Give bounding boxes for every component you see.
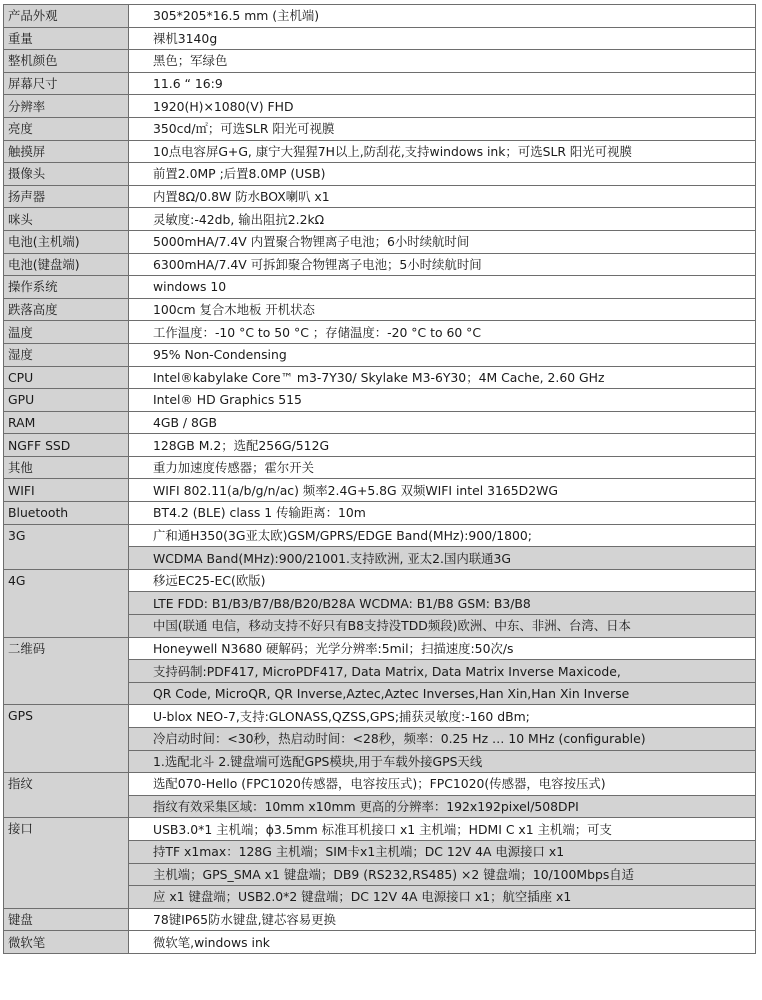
spec-value: QR Code, MicroQR, QR Inverse,Aztec,Aztec Inverses,Han Xin,Han Xin Inverse: [129, 682, 756, 705]
spec-row: [4, 456, 756, 479]
spec-value: 95% Non-Condensing: [129, 343, 756, 366]
spec-label: NGFF SSD: [4, 434, 129, 457]
spec-row: [4, 479, 756, 502]
spec-row: [4, 389, 756, 412]
spec-value: 工作温度：-10 °C to 50 °C ；存储温度：-20 °C to 60 °C: [129, 321, 756, 344]
spec-value: 应 x1 键盘端；USB2.0*2 键盘端；DC 12V 4A 电源接口 x1；航空插座 x1: [129, 886, 756, 909]
spec-row: [4, 208, 756, 231]
spec-row: [4, 818, 756, 841]
spec-value: 主机端；GPS_SMA x1 键盘端；DB9 (RS232,RS485) ×2 键盘端；10/100Mbps自适: [129, 863, 756, 886]
spec-label: GPS: [4, 705, 129, 773]
spec-row: [4, 434, 756, 457]
spec-label: 屏幕尺寸: [4, 72, 129, 95]
spec-label: 二维码: [4, 637, 129, 705]
spec-value: 11.6 “ 16:9: [129, 72, 756, 95]
spec-row: [4, 276, 756, 299]
spec-value: 内置8Ω/0.8W 防水BOX喇叭 x1: [129, 185, 756, 208]
spec-row: [4, 502, 756, 525]
spec-row: [4, 298, 756, 321]
spec-label: 产品外观: [4, 5, 129, 28]
spec-row: [4, 569, 756, 592]
spec-value: 4GB / 8GB: [129, 411, 756, 434]
spec-row: [4, 343, 756, 366]
spec-value: U-blox NEO-7,支持:GLONASS,QZSS,GPS;捕获灵敏度:-160 dBm;: [129, 705, 756, 728]
spec-value: 冷启动时间：<30秒，热启动时间：<28秒，频率：0.25 Hz … 10 MHz (configurable): [129, 728, 756, 751]
spec-label: 分辨率: [4, 95, 129, 118]
spec-value: 移远EC25-EC(欧版): [129, 569, 756, 592]
spec-value: 指纹有效采集区域：10mm x10mm 更高的分辨率：192x192pixel/508DPI: [129, 795, 756, 818]
spec-row: [4, 773, 756, 796]
spec-label: 摄像头: [4, 163, 129, 186]
spec-value: Intel® HD Graphics 515: [129, 389, 756, 412]
spec-row: [4, 95, 756, 118]
spec-value: BT4.2 (BLE) class 1 传输距离：10m: [129, 502, 756, 525]
spec-table-body: [4, 5, 756, 954]
spec-label: 微软笔: [4, 931, 129, 954]
spec-label: RAM: [4, 411, 129, 434]
spec-label: 指纹: [4, 773, 129, 818]
spec-value: 1.选配北斗 2.键盘端可选配GPS模块,用于车载外接GPS天线: [129, 750, 756, 773]
spec-label: 重量: [4, 27, 129, 50]
spec-label: GPU: [4, 389, 129, 412]
spec-value: 350cd/㎡；可选SLR 阳光可视膜: [129, 117, 756, 140]
spec-row: [4, 5, 756, 28]
spec-row: [4, 366, 756, 389]
spec-value: USB3.0*1 主机端；ϕ3.5mm 标准耳机接口 x1 主机端；HDMI C x1 主机端；可支: [129, 818, 756, 841]
spec-row: [4, 253, 756, 276]
spec-value: 黑色；军绿色: [129, 50, 756, 73]
spec-label: 电池(键盘端): [4, 253, 129, 276]
spec-label: 电池(主机端): [4, 230, 129, 253]
spec-value: 广和通H350(3G亚太欧)GSM/GPRS/EDGE Band(MHz):900/1800;: [129, 524, 756, 547]
spec-value: Honeywell N3680 硬解码；光学分辨率:5mil；扫描速度:50次/s: [129, 637, 756, 660]
spec-label: 触摸屏: [4, 140, 129, 163]
spec-row: [4, 50, 756, 73]
spec-row: [4, 908, 756, 931]
spec-value: 305*205*16.5 mm (主机端): [129, 5, 756, 28]
spec-value: 10点电容屏G+G, 康宁大猩猩7H以上,防刮花,支持windows ink；可选SLR 阳光可视膜: [129, 140, 756, 163]
spec-row: [4, 27, 756, 50]
spec-row: [4, 321, 756, 344]
spec-row: [4, 524, 756, 547]
spec-label: 整机颜色: [4, 50, 129, 73]
spec-label: WIFI: [4, 479, 129, 502]
spec-value: 支持码制:PDF417, MicroPDF417, Data Matrix, Data Matrix Inverse Maxicode,: [129, 660, 756, 683]
spec-row: [4, 931, 756, 954]
spec-label: 接口: [4, 818, 129, 908]
spec-label: 4G: [4, 569, 129, 637]
spec-label: 其他: [4, 456, 129, 479]
spec-value: windows 10: [129, 276, 756, 299]
spec-label: 3G: [4, 524, 129, 569]
spec-row: [4, 72, 756, 95]
spec-row: [4, 163, 756, 186]
spec-value: 裸机3140g: [129, 27, 756, 50]
spec-value: 中国(联通 电信，移动支持不好只有B8支持没TDD频段)欧洲、中东、非洲、台湾、日本: [129, 615, 756, 638]
spec-label: 湿度: [4, 343, 129, 366]
spec-value: WCDMA Band(MHz):900/21001.支持欧洲, 亚太2.国内联通3G: [129, 547, 756, 570]
spec-value: 前置2.0MP ;后置8.0MP (USB): [129, 163, 756, 186]
spec-label: Bluetooth: [4, 502, 129, 525]
spec-value: 5000mHA/7.4V 内置聚合物锂离子电池；6小时续航时间: [129, 230, 756, 253]
spec-row: [4, 411, 756, 434]
spec-row: [4, 705, 756, 728]
spec-label: 操作系统: [4, 276, 129, 299]
spec-row: [4, 117, 756, 140]
spec-label: 扬声器: [4, 185, 129, 208]
spec-label: CPU: [4, 366, 129, 389]
spec-label: 键盘: [4, 908, 129, 931]
spec-value: 选配070-Hello (FPC1020传感器，电容按压式)；FPC1020(传感器，电容按压式): [129, 773, 756, 796]
spec-row: [4, 140, 756, 163]
spec-table: [3, 4, 756, 954]
spec-row: [4, 230, 756, 253]
spec-label: 咪头: [4, 208, 129, 231]
spec-value: 重力加速度传感器；霍尔开关: [129, 456, 756, 479]
spec-value: 微软笔,windows ink: [129, 931, 756, 954]
spec-value: 6300mHA/7.4V 可拆卸聚合物锂离子电池；5小时续航时间: [129, 253, 756, 276]
spec-value: LTE FDD: B1/B3/B7/B8/B20/B28A WCDMA: B1/B8 GSM: B3/B8: [129, 592, 756, 615]
spec-value: 128GB M.2；选配256G/512G: [129, 434, 756, 457]
spec-value: 灵敏度:-42db, 输出阻抗2.2kΩ: [129, 208, 756, 231]
spec-row: [4, 637, 756, 660]
spec-value: 100cm 复合木地板 开机状态: [129, 298, 756, 321]
spec-label: 跌落高度: [4, 298, 129, 321]
spec-value: 1920(H)×1080(V) FHD: [129, 95, 756, 118]
spec-value: Intel®kabylake Core™ m3-7Y30/ Skylake M3-6Y30；4M Cache, 2.60 GHz: [129, 366, 756, 389]
spec-label: 温度: [4, 321, 129, 344]
spec-value: 78键IP65防水键盘,键芯容易更换: [129, 908, 756, 931]
spec-value: WIFI 802.11(a/b/g/n/ac) 频率2.4G+5.8G 双频WIFI intel 3165D2WG: [129, 479, 756, 502]
spec-row: [4, 185, 756, 208]
spec-value: 持TF x1max：128G 主机端；SIM卡x1主机端；DC 12V 4A 电源接口 x1: [129, 840, 756, 863]
spec-label: 亮度: [4, 117, 129, 140]
